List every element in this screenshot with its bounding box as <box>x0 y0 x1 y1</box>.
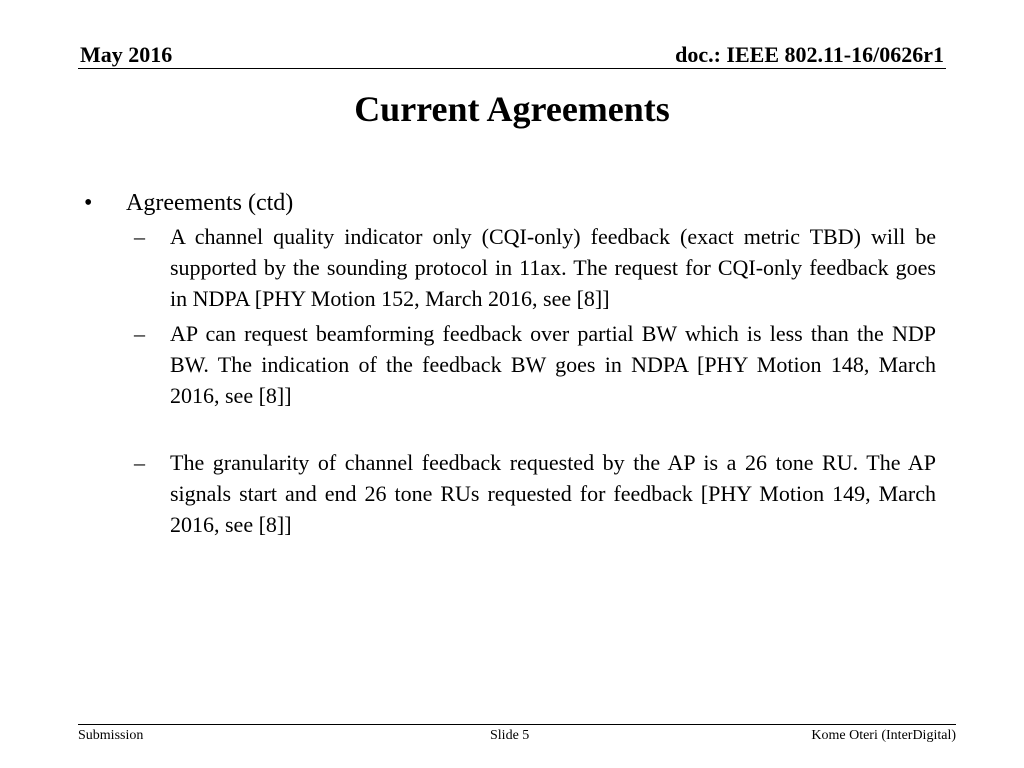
header-date: May 2016 <box>80 42 173 67</box>
header-divider <box>78 68 946 69</box>
sub-bullet-item <box>134 447 936 540</box>
sub-bullet-marker: – <box>134 224 145 249</box>
spacer <box>134 411 936 447</box>
sub-bullet-text: The granularity of channel feedback requested by the AP is a 26 tone RU. The AP signals start and end 26 tone RUs requested for feedback [PHY Motion 149, March 2016, see [8]] <box>170 450 936 537</box>
footer-divider <box>78 724 956 725</box>
bullet-text: Agreements (ctd) <box>126 190 294 216</box>
bullet-item <box>84 187 936 219</box>
sub-bullet-item <box>134 318 936 411</box>
slide-body <box>84 187 936 540</box>
sub-bullet-text: AP can request beamforming feedback over partial BW which is less than the NDP BW. The indication of the feedback BW goes in NDPA [PHY Motion 148, March 2016, see [8]] <box>170 321 936 408</box>
footer-slide-number: Slide 5 <box>490 728 530 743</box>
footer-submission: Submission <box>78 728 144 743</box>
sub-bullet-marker: – <box>134 321 145 346</box>
sub-bullet-marker: – <box>134 450 145 475</box>
footer-author: Kome Oteri (InterDigital) <box>811 728 956 743</box>
sub-bullet-item <box>134 221 936 314</box>
sub-bullet-list <box>134 221 936 540</box>
slide-title: Current Agreements <box>354 89 670 129</box>
bullet-marker: • <box>84 190 93 216</box>
header-doc-id: doc.: IEEE 802.11-16/0626r1 <box>675 42 944 67</box>
sub-bullet-text: A channel quality indicator only (CQI-only) feedback (exact metric TBD) will be supported by the sounding protocol in 11ax. The request for CQI-only feedback goes in NDPA [PHY Motion 152, March 2016, see [8]] <box>170 224 936 311</box>
